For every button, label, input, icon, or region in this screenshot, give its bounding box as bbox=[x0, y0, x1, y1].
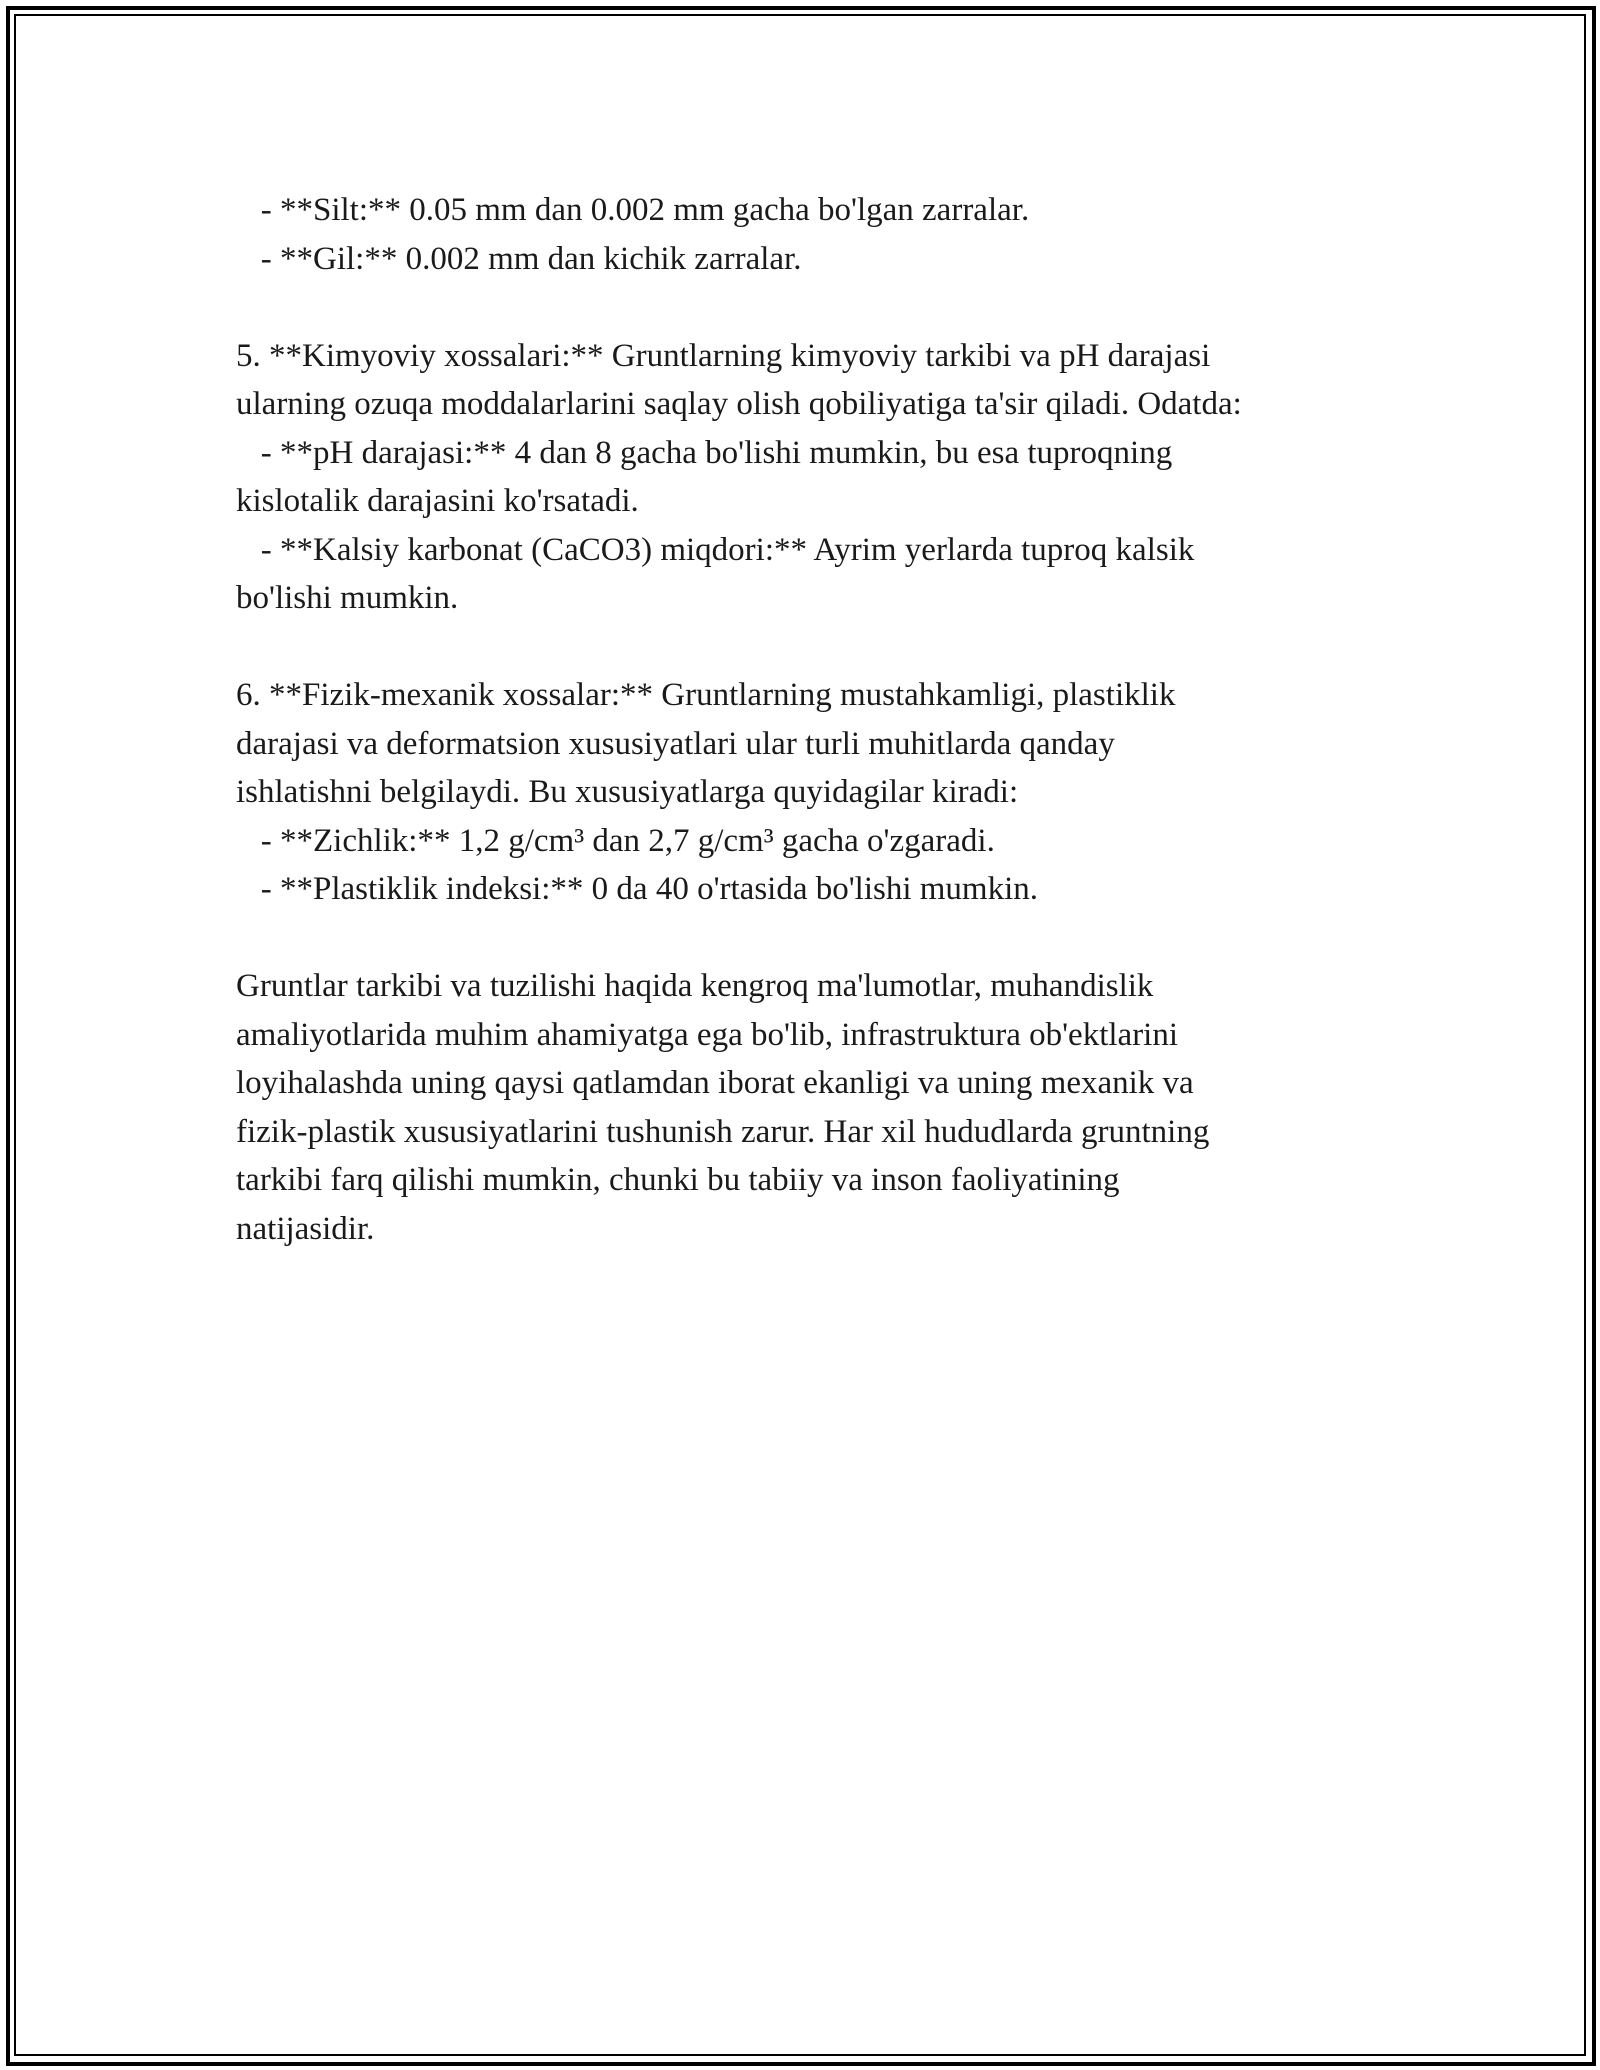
text-line: darajasi va deformatsion xususiyatlari ular turli muhitlarda qanday bbox=[236, 725, 1115, 762]
text-line: - **Plastiklik indeksi:** 0 da 40 o'rtasida bo'lishi mumkin. bbox=[236, 871, 1039, 907]
text-line: tarkibi farq qilishi mumkin, chunki bu tabiiy va inson faoliyatining bbox=[236, 1162, 1120, 1198]
text-line: 5. **Kimyoviy xossalari:** Gruntlarning kimyoviy tarkibi va pH darajasi bbox=[236, 337, 1211, 374]
text-line: natijasidir. bbox=[236, 1210, 375, 1247]
text-line: 6. **Fizik-mexanik xossalar:** Gruntlarning mustahkamligi, plastiklik bbox=[236, 677, 1176, 713]
text-line: ishlatishni belgilaydi. Bu xususiyatlarga quyidagilar kiradi: bbox=[236, 774, 1019, 810]
paragraph-gap bbox=[236, 283, 1366, 332]
text-line: bo'lishi mumkin. bbox=[236, 580, 459, 616]
text-line: - **Silt:** 0.05 mm dan 0.002 mm gacha bo'lgan zarralar. bbox=[236, 192, 1030, 228]
paragraph-gap bbox=[236, 623, 1366, 672]
text-line: - **Kalsiy karbonat (CaCO3) miqdori:** Ayrim yerlarda tuproq kalsik bbox=[236, 531, 1195, 568]
text-line: kislotalik darajasini ko'rsatadi. bbox=[236, 483, 639, 519]
text-line: fizik-plastik xususiyatlarini tushunish zarur. Har xil hududlarda gruntning bbox=[236, 1113, 1210, 1150]
text-line: ularning ozuqa moddalarlarini saqlay olish qobiliyatiga ta'sir qiladi. Odatda: bbox=[236, 386, 1242, 422]
text-line: loyihalashda uning qaysi qatlamdan iborat ekanligi va uning mexanik va bbox=[236, 1065, 1194, 1101]
text-line: - **Zichlik:** 1,2 g/cm³ dan 2,7 g/cm³ gacha o'zgaradi. bbox=[236, 822, 995, 859]
document-body bbox=[236, 186, 1366, 1253]
text-line: - **pH darajasi:** 4 dan 8 gacha bo'lishi mumkin, bu esa tuproqning bbox=[236, 434, 1173, 471]
text-line: amaliyotlarida muhim ahamiyatga ega bo'lib, infrastruktura ob'ektlarini bbox=[236, 1016, 1179, 1053]
text-line: Gruntlar tarkibi va tuzilishi haqida kengroq ma'lumotlar, muhandislik bbox=[236, 968, 1154, 1004]
text-line: - **Gil:** 0.002 mm dan kichik zarralar. bbox=[236, 240, 802, 277]
paragraph-gap bbox=[236, 914, 1366, 963]
